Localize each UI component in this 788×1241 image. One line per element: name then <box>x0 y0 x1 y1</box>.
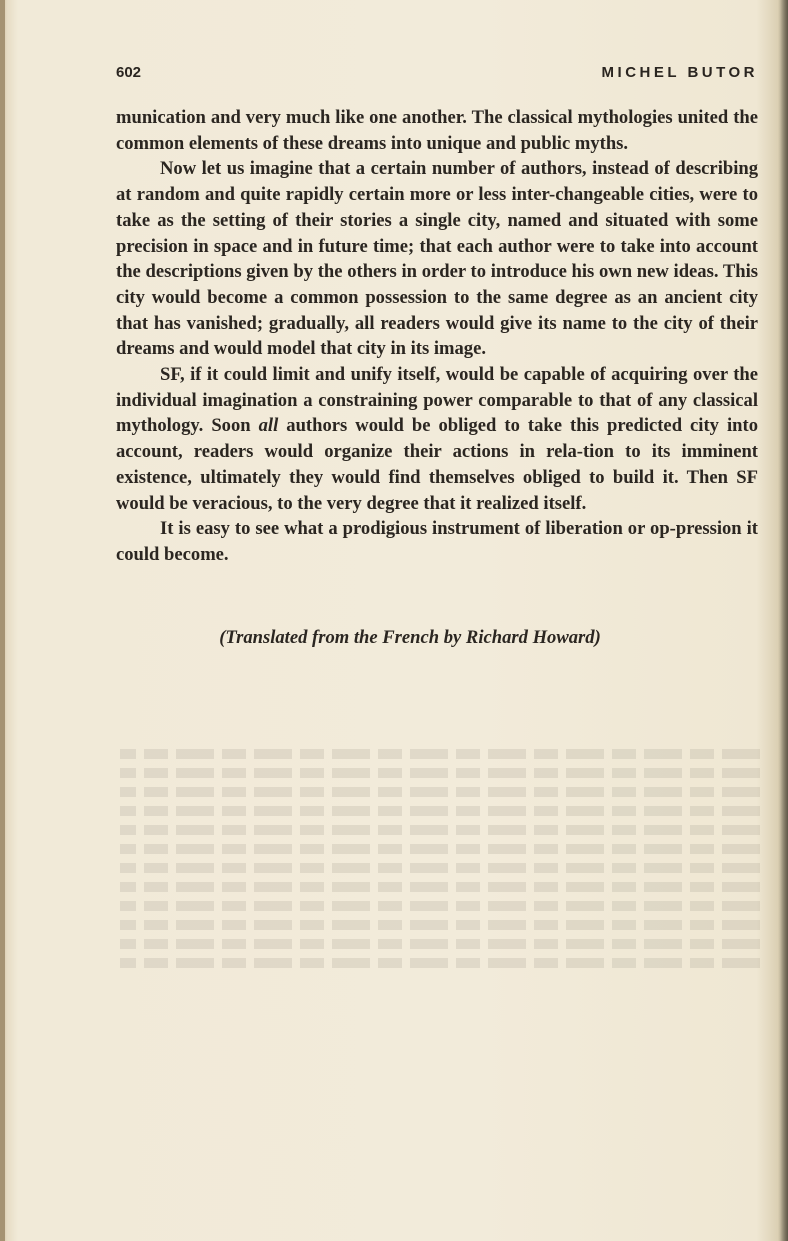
paragraph-2: Now let us imagine that a certain number of authors, instead of describing at random and quite rapidly certain more or less inter-changeable cities, were to take as the setting of their stories a single city, named and situated with some precision in space and in future time; that each author were to take into account the descriptions given by the others in order to introduce his own new ideas. This city would become a common possession to the same degree as an ancient city that has vanished; gradually, all readers would give its name to the city of their dreams and would model that city in its image. <box>116 158 758 360</box>
body-text <box>116 105 758 568</box>
page-header <box>116 64 758 88</box>
credit-text-a: (Translated <box>219 627 313 648</box>
page-edge-shadow <box>778 0 788 1241</box>
credit-text-b: the French by Richard Howard) <box>349 627 601 648</box>
bleed-line <box>120 844 760 854</box>
credit-from: from <box>312 627 350 648</box>
paragraph-3-text-a: SF, if it could limit and unify itself, would be capable of acquiring over the individual imagination a constraining power comparable to that of any classical mythology. Soon <box>116 364 758 437</box>
running-head: MICHEL BUTOR <box>601 64 758 81</box>
bleed-line <box>120 939 760 949</box>
bleed-line <box>120 901 760 911</box>
bleed-line <box>120 749 760 759</box>
paragraph-4: It is easy to see what a prodigious instrument of liberation or op-pression it could become. <box>116 518 758 565</box>
paragraph-1: munication and very much like one another. The classical mythologies united the common elements of these dreams into unique and public myths. <box>116 107 758 154</box>
bleed-line <box>120 920 760 930</box>
bleed-line <box>120 882 760 892</box>
paragraph-3-emphasis: all <box>258 415 279 437</box>
bleed-line <box>120 863 760 873</box>
show-through-bleed <box>120 740 760 1070</box>
paragraph-3-text-b: authors would be obliged to take this predicted city into account, readers would organize their actions in rela-tion to its imminent existence, ultimately they would find themselves obliged to build it. Then SF would be veracious, to the very degree that it realized itself. <box>116 415 758 514</box>
translation-credit <box>0 627 788 649</box>
bleed-line <box>120 806 760 816</box>
bleed-line <box>120 787 760 797</box>
bleed-line <box>120 825 760 835</box>
paragraph-3 <box>116 362 758 516</box>
page-gutter <box>0 0 5 1241</box>
bleed-line <box>120 958 760 968</box>
bleed-line <box>120 768 760 778</box>
page-number: 602 <box>116 64 142 81</box>
